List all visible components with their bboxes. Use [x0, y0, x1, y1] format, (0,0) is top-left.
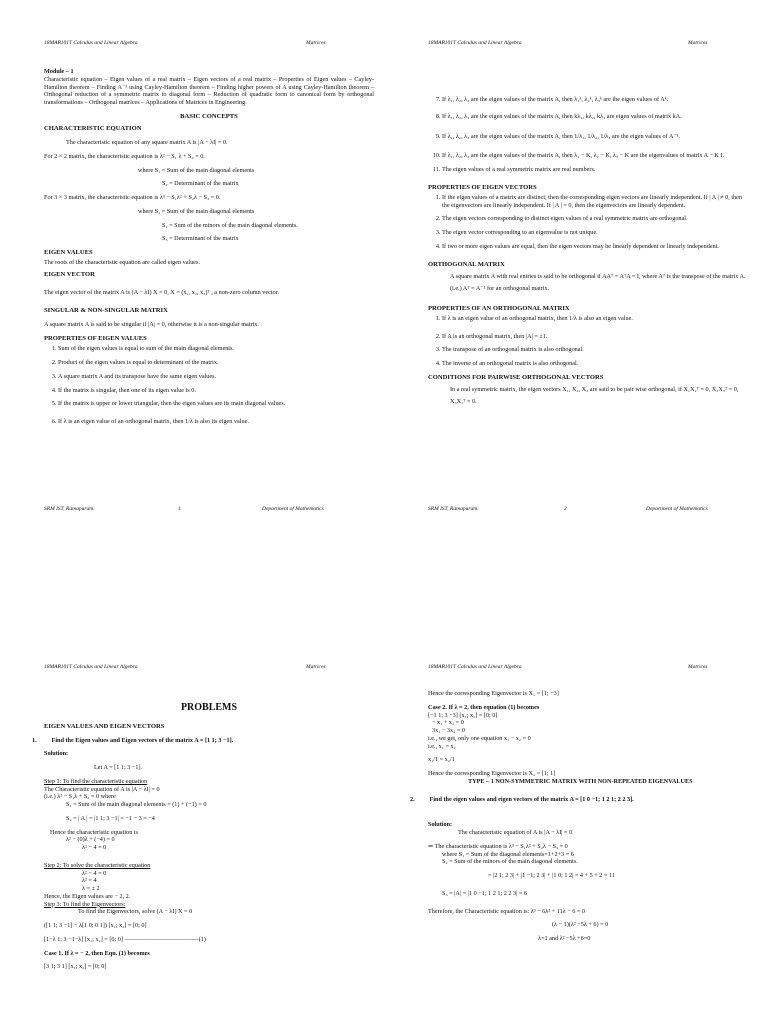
s2-def: S₂ = Sum of the minors of the main diagonal elements. [442, 858, 578, 866]
page3-header-course: 18MAB101T Calculus and Linear Algebra [44, 664, 138, 670]
list-item: 11. The eigen values of a real symmetric matrix are real numbers. [442, 166, 748, 174]
page2-footer-institution: SRM IST, Ramapuram. [428, 506, 479, 512]
char-eq-2: The characteristic equation of A is |A − λI| = 0 [458, 829, 573, 836]
question-2-number: 2. [410, 795, 415, 803]
eigen-vector-heading: EIGEN VECTOR [44, 271, 95, 279]
list-item: 4. If two or more eigen values are equal, then the eigen vectors may be linearly dependent or linearly independent. [442, 243, 748, 251]
page1-header-course: 18MAB101T Calculus and Linear Algebra [44, 40, 138, 46]
factor-line: (λ − 1)(λ² −5λ + 6) = 0 [552, 921, 609, 929]
c2-e: x₁/1 = x₂/1 [428, 756, 455, 764]
case-1-eq: [3 1; 3 1] [x₁; x₂] = [0; 0] [44, 963, 107, 971]
page4-header-topic: Matrices [688, 664, 708, 670]
case-2-eq: [−1 1; 3 −3] [x₁; x₂] = [0; 0] [428, 711, 498, 719]
eq-b: λ² − 4 = 0 [82, 844, 107, 852]
eigen-values-vectors-heading: EIGEN VALUES AND EIGEN VECTORS [44, 722, 165, 730]
hence-x2: Hence the corresponding Eigenvector is X₂ = [1; 1] [428, 770, 556, 777]
question-1 [32, 736, 374, 745]
properties-eigen-values-heading: PROPERTIES OF EIGEN VALUES [44, 335, 147, 343]
eigen-vector-text: The eigen vector of the matrix A is (A − λI) X = 0, X = (x₁, x₂, x₃)ᵀ , a non-zero column vector. [44, 289, 279, 297]
question-2 [410, 795, 748, 804]
list-item: 6. If λ is an eigen value of an orthogonal matrix, then 1/λ is also its eigen value. [58, 418, 374, 426]
list-item: 1. If the eigen values of a matrix are distinct, then the corresponding eigen vectors are linearly independent. If | A | ≠ 0, then the eigenvectors are linearly independent. If | A | = 0, then the eigenvectors are linearly dependent. [442, 194, 748, 210]
page4-header-course: 18MAB101T Calculus and Linear Algebra [428, 664, 522, 670]
s3-value: S₃ = |A| = |1 0 −1; 1 2 1; 2 2 3| = 6 [442, 889, 528, 897]
where2-s1: where S₁ = Sum of the main diagonal elements [138, 207, 255, 215]
matrix-eq-1: ([1 1; 3 −1] − λ[1 0; 0 1]) [x₁; x₂] = [0; 0] [44, 922, 147, 930]
s2-line: S₂ = | A | = |1 1; 3 −1| = −1 − 3 = −4 [66, 814, 155, 822]
solve-b: λ² = 4 [82, 877, 97, 885]
pairwise-orthogonal-text: In a real symmetric matrix, the eigen vectors X₁, X₂, X₃ are said to be pair wise orthogonal, if X₁X₂ᵀ = 0, X₂X₃ᵀ = 0, X₃X₁ᵀ = 0. [450, 386, 739, 405]
hence-x1: Hence the corresponding Eigenvector is X₁ = [1; −3] [428, 690, 559, 697]
therefore-line: Therefore, the Characteristic equation is: λ³ − 6λ² + 11λ − 6 = 0 [428, 907, 586, 915]
eq-a: λ² − (0)λ + (−4) = 0 [66, 836, 115, 844]
page1-footer-page-number: 1 [178, 506, 181, 512]
page2-header-course: 18MAB101T Calculus and Linear Algebra [428, 40, 522, 46]
list-item: 1. Sum of the eigen values is equal to sum of the main diagonal elements. [58, 345, 374, 353]
solution-label-2: Solution: [428, 821, 453, 829]
page-2 [428, 94, 748, 408]
characteristic-equation-heading: CHARACTERISTIC EQUATION [44, 124, 142, 132]
c2-d: i.e., x₁ = x₂ [428, 742, 456, 750]
page2-header-topic: Matrices [688, 40, 708, 46]
properties-eigen-vectors-list [428, 194, 748, 251]
characteristic-equation-text: The characteristic equation of any square matrix A is |A − λI| = 0. [66, 139, 228, 147]
s1-line-2: where S₁ = Sum of the diagonal elements=1+2+3 = 6 [442, 850, 574, 858]
list-item: 1. If λ is an eigen value of an orthogonal matrix, then 1/λ is also an eigen value. [442, 315, 748, 323]
s1-line: S₁ = Sum of the main diagonal elements = (1) + (−1) = 0 [66, 801, 207, 809]
solution-label: Solution: [44, 750, 69, 758]
step-1: Step 1: To find the characteristic equation [44, 777, 148, 785]
page2-footer-page-number: 2 [564, 506, 567, 512]
page-3 [32, 694, 374, 971]
pairwise-orthogonal-heading: CONDITIONS FOR PAIRWISE ORTHOGONAL VECTORS [428, 373, 604, 381]
step-2: Step 2: To solve the characteristic equation [44, 861, 151, 869]
case-1: Case 1. If λ = − 2, then Eqn. (1) becomes [44, 949, 150, 957]
list-item: 10. If λ₁, λ₂, λ₃ are the eigen values of the matrix A, then λ₁ − K, λ₂ − K, λ₃ − K are the eigenvalues of matrix A − K I. [442, 152, 748, 160]
singular-text: A square matrix A is said to be singular if |A| = 0, otherwise it is a non-singular matrix. [44, 321, 259, 329]
page3-header-topic: Matrices [306, 664, 326, 670]
page-1 [44, 68, 374, 432]
page1-footer-department: Department of Mathematics [262, 506, 324, 512]
type-1-heading: TYPE – 1 NON-SYMMETRIC MATRIX WITH NON-REPEATED EIGENVALUES [468, 777, 693, 785]
properties-eigen-values-continued [428, 96, 748, 174]
list-item: 5. If the matrix is upper or lower triangular, then the eigen values are its main diagonal values. [58, 400, 374, 408]
properties-eigen-values-list [44, 345, 374, 426]
roots-line: λ=1 and λ² −5λ +6=0 [538, 935, 591, 942]
where1-s1: where S₁ = Sum of the main diagonal elements [138, 166, 255, 174]
eigen-values-text: The roots of the characteristic equation are called eigen values. [44, 259, 200, 267]
question-1-number: 1. [32, 736, 37, 744]
case-2: Case 2. If λ = 2, then equation (1) becomes [428, 703, 540, 711]
list-item: 2. The eigen vectors corresponding to distinct eigen values of a real symmetric matrix are orthogonal. [442, 215, 748, 223]
solve-a: λ² − 4 = 0 [82, 869, 107, 877]
page-4 [410, 690, 748, 943]
orthogonal-properties-list [428, 315, 748, 368]
singular-heading: SINGULAR & NON-SINGULAR MATRIX [44, 307, 168, 315]
find-vectors: To find the Eigenvectors, solve (A − λI) X = 0 [78, 908, 193, 916]
list-item: 2. Product of the eigen values is equal to determinant of the matrix. [58, 359, 374, 367]
eigen-values-heading: EIGEN VALUES [44, 249, 93, 257]
list-item: 4. The inverse of an orthogonal matrix is also orthogonal. [442, 360, 748, 368]
orthogonal-matrix-heading: ORTHOGONAL MATRIX [428, 260, 505, 268]
list-item: 7. If λ₁, λ₂, λ₃ are the eigen values of the matrix A, then λ₁ᵏ, λ₂ᵏ, λ₃ᵏ are the eigen values of Aᵏ. [442, 96, 748, 104]
list-item: 2. If A is an orthogonal matrix, then |A| = ±1. [442, 333, 748, 341]
basic-concepts-heading: BASIC CONCEPTS [180, 112, 238, 120]
c2-b: 3x₁ − 3x₂ = 0 [432, 727, 465, 734]
list-item: 8. If λ₁, λ₂, λ₃ are the eigen values of the matrix A, then kλ₁, kλ₂, kλ₃ are eigen values of matrix kA. [442, 113, 748, 121]
hence-values: Hence, the Eigen values are − 2, 2. [44, 892, 131, 900]
question-1-text: Find the Eigen values and Eigen vectors of the matrix A = [1 1; 3 −1]. [51, 736, 234, 744]
list-item: 3. The eigen vector corresponding to an eigenvalue is not unique. [442, 229, 748, 237]
problems-title: PROBLEMS [180, 702, 238, 713]
module-description: Characteristic equation – Eigen values of a real matrix – Eigen vectors of a real matrix – Properties of Eigen values – Cayley-Hamilton theorem – Finding A⁻¹ using Cayley-Hamilton theorem – Finding higher powers of A using Cayley-Hamilton theorem – Orthogonal reduction of a symmetric matrix to diagonal form – Reduction of quadratic form to canonical form by orthogonal transformations – Orthogonal matrices – Applications of Matrices in Engineering. [44, 75, 374, 106]
ie-eq: (i.e.) λ² − S₁λ + S₂ = 0 where [44, 793, 116, 801]
orthogonal-matrix-text: A square matrix A with real entries is said to be orthogonal if AAᵀ = AᵀA = I, where Aᵀ is the transpose of the matrix A. (i.e.) Aᵀ = A⁻¹ for an orthogonal matrix. [450, 272, 746, 292]
where2-s3: S₃ = Determinant of the matrix [162, 235, 239, 243]
orthogonal-properties-heading: PROPERTIES OF AN ORTHOGONAL MATRIX [428, 304, 570, 312]
let-a: Let A = [1 1; 3 −1]. [94, 764, 143, 772]
arrow-eq: ⇒ The characteristic equation is λ³ − S₁λ² + S₂λ − S₃ = 0 [428, 842, 568, 850]
solve-c: λ = ± 2 [82, 885, 100, 893]
list-item: 4. If the matrix is singular, then one of its eigen value is 0. [58, 387, 374, 395]
three-by-three-text: For 3 × 3 matrix, the characteristic equation is λ³ − S₁λ² + S₂λ − S₃ = 0. [44, 194, 221, 202]
s2-value: = |2 1; 2 3| + |1 −1; 2 3| + |1 0; 1 2| = 4 + 5 + 2 = 11 [488, 872, 615, 879]
where2-s2: S₂ = Sum of the minors of the main diagonal elements. [162, 221, 298, 229]
c2-c: i.e., we get, only one equation x₁ − x₂ = 0 [428, 734, 531, 742]
list-item: 9. If λ₁, λ₂, λ₃ are the eigen values of the matrix A, then 1/λ₁, 1/λ₂, 1/λ₃ are the eigen values of A⁻¹. [442, 133, 748, 141]
matrix-eq-2: [1−λ 1; 3 −1−λ] [x₁; x₂] = [0; 0] ————————————(1) [44, 935, 206, 943]
hence-char: Hence the characteristic equation is [50, 828, 138, 836]
properties-eigen-vectors-heading: PROPERTIES OF EIGEN VECTORS [428, 183, 537, 191]
list-item: 3. A square matrix A and its transpose have the same eigen values. [58, 373, 374, 381]
page1-footer-institution: SRM IST, Ramapuram. [44, 506, 95, 512]
where1-s2: S₂ = Determinant of the matrix [162, 180, 239, 188]
module-title: Module – 1 [44, 68, 74, 75]
question-2-text: Find the eigen values and eigen vectors of the matrix A = [1 0 −1; 1 2 1; 2 2 3]. [429, 795, 634, 803]
c2-a: − x₁ + x₂ = 0 [432, 719, 464, 727]
page2-footer-department: Department of Mathematics [646, 506, 708, 512]
list-item: 3. The transpose of an orthogonal matrix is also orthogonal. [442, 346, 748, 354]
char-eq: The Characteristic equation of A is |A − λI| = 0 [44, 785, 160, 793]
two-by-two-text: For 2 × 2 matrix, the characteristic equation is λ² − S₁ λ + S₂ = 0. [44, 152, 205, 160]
page1-header-topic: Matrices [306, 40, 326, 46]
step-3: Step 3: To find the Eigenvectors: [44, 900, 126, 908]
